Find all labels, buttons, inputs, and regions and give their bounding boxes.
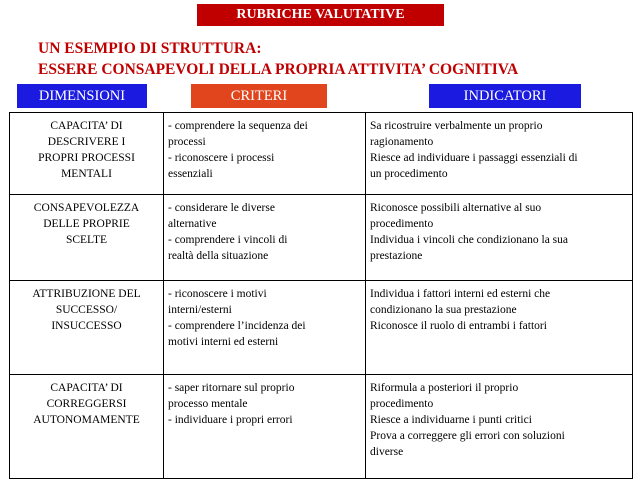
dimension-cell xyxy=(10,375,164,479)
header-indicatori: INDICATORI xyxy=(429,84,581,108)
criteria-line: - riconoscere i motivi xyxy=(168,288,267,300)
criteria-line: processi xyxy=(168,136,206,148)
dimension-line: MENTALI xyxy=(61,168,112,180)
criteria-cell xyxy=(164,281,366,375)
header-dimensioni: DIMENSIONI xyxy=(17,84,147,108)
criteria-line: - considerare le diverse xyxy=(168,202,275,214)
dimension-line: CAPACITA’ DI xyxy=(50,382,123,394)
criteria-line: processo mentale xyxy=(168,398,248,410)
criteria-line: - comprendere la sequenza dei xyxy=(168,120,308,132)
criteria-cell xyxy=(164,375,366,479)
indicator-line: procedimento xyxy=(370,398,434,410)
indicator-line: Riesce ad individuare i passaggi essenziali di xyxy=(370,152,578,164)
criteria-cell xyxy=(164,195,366,281)
criteria-line: motivi interni ed esterni xyxy=(168,336,279,348)
dimension-line: DELLE PROPRIE xyxy=(43,218,130,230)
criteria-line: - individuare i propri errori xyxy=(168,414,293,426)
dimension-cell xyxy=(10,195,164,281)
indicator-line: diverse xyxy=(370,446,404,458)
subtitle-line-1: UN ESEMPIO DI STRUTTURA: xyxy=(38,40,262,57)
dimension-cell xyxy=(10,113,164,195)
subtitle-line-2: ESSERE CONSAPEVOLI DELLA PROPRIA ATTIVITA’ COGNITIVA xyxy=(38,61,519,78)
indicator-line: Riconosce possibili alternative al suo xyxy=(370,202,542,214)
criteria-line: realtà della situazione xyxy=(168,250,269,262)
criteria-line: - comprendere l’incidenza dei xyxy=(168,320,306,332)
indicator-line: Sa ricostruire verbalmente un proprio xyxy=(370,120,543,132)
dimension-line: CONSAPEVOLEZZA xyxy=(33,202,140,214)
dimension-cell xyxy=(10,281,164,375)
indicator-line: Riformula a posteriori il proprio xyxy=(370,382,519,394)
dimension-line: PROPRI PROCESSI xyxy=(38,152,135,164)
criteria-line: alternative xyxy=(168,218,217,230)
indicator-line: Riesce a individuarne i punti critici xyxy=(370,414,532,426)
indicators-cell xyxy=(366,195,633,281)
dimension-line: SCELTE xyxy=(65,234,108,246)
rubric-table xyxy=(9,112,633,479)
table-row xyxy=(10,113,633,195)
indicators-cell xyxy=(366,113,633,195)
indicator-line: Individua i vincoli che condizionano la sua xyxy=(370,234,568,246)
indicator-line: prestazione xyxy=(370,250,423,262)
indicator-line: ragionamento xyxy=(370,136,434,148)
table-row xyxy=(10,375,633,479)
dimension-line: CAPACITA’ DI xyxy=(50,120,123,132)
criteria-line: - saper ritornare sul proprio xyxy=(168,382,295,394)
dimension-line: SUCCESSO/ xyxy=(55,304,118,316)
dimension-line: DESCRIVERE I xyxy=(47,136,126,148)
criteria-line: essenziali xyxy=(168,168,213,180)
indicator-line: Individua i fattori interni ed esterni che xyxy=(370,288,551,300)
criteria-cell xyxy=(164,113,366,195)
criteria-line: interni/esterni xyxy=(168,304,232,316)
indicator-line: Riconosce il ruolo di entrambi i fattori xyxy=(370,320,547,332)
dimension-line: CORREGGERSI xyxy=(46,398,127,410)
subtitle xyxy=(38,38,518,80)
header-criteri: CRITERI xyxy=(191,84,327,108)
indicator-line: Prova a correggere gli errori con soluzioni xyxy=(370,430,565,442)
dimension-line: ATTRIBUZIONE DEL xyxy=(32,288,141,300)
indicator-line: un procedimento xyxy=(370,168,448,180)
table-row xyxy=(10,281,633,375)
indicator-line: condizionano la sua prestazione xyxy=(370,304,517,316)
criteria-line: - comprendere i vincoli di xyxy=(168,234,288,246)
indicators-cell xyxy=(366,375,633,479)
indicators-cell xyxy=(366,281,633,375)
criteria-line: - riconoscere i processi xyxy=(168,152,275,164)
dimension-line: INSUCCESSO xyxy=(51,320,122,332)
indicator-line: procedimento xyxy=(370,218,434,230)
table-row xyxy=(10,195,633,281)
title-banner: RUBRICHE VALUTATIVE xyxy=(197,4,444,26)
dimension-line: AUTONOMAMENTE xyxy=(33,414,140,426)
